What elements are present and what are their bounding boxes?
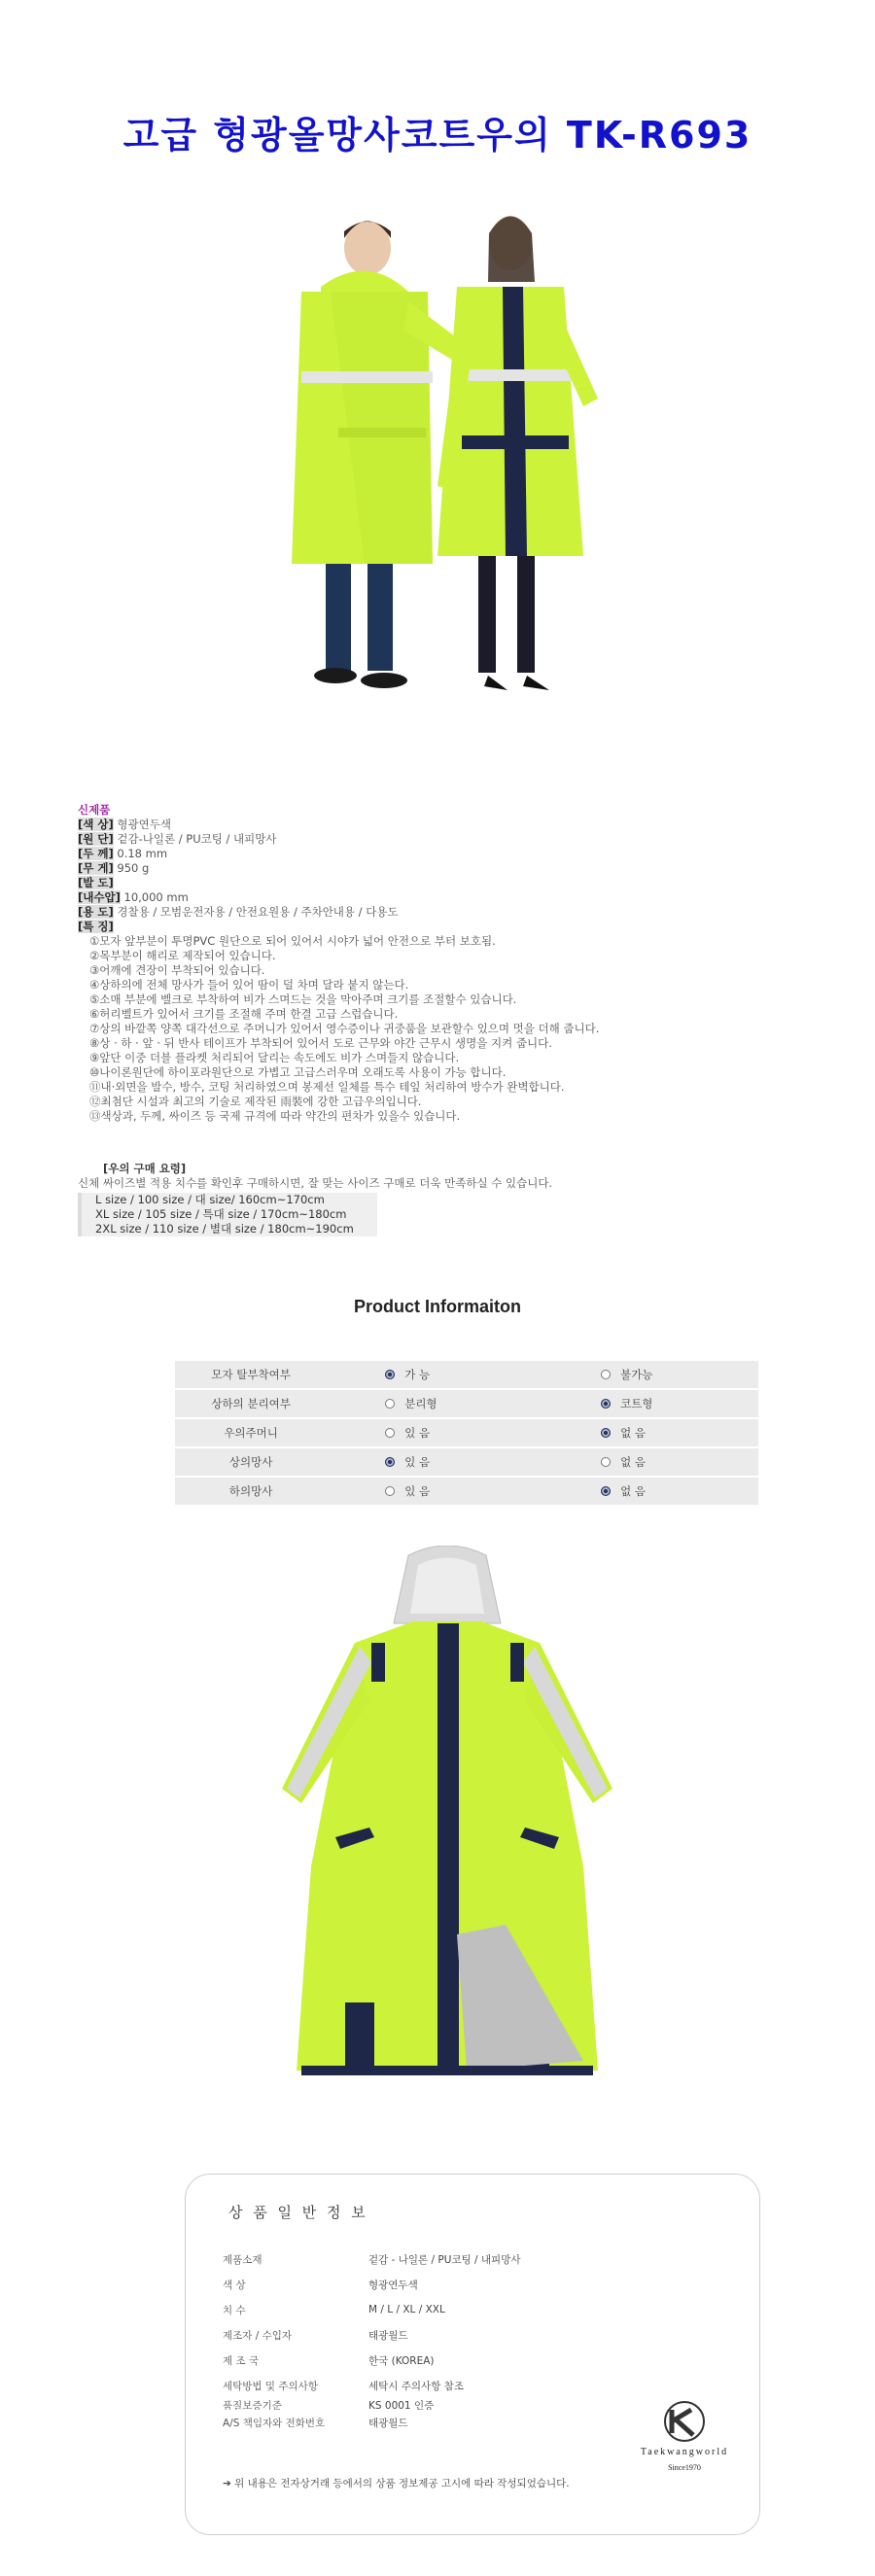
feature-item: ⑬색상과, 두께, 싸이즈 등 국제 규격에 따라 약간의 편차가 있을수 있습니다.	[89, 1109, 461, 1123]
radio-icon[interactable]	[385, 1457, 395, 1467]
svg-text:Taekwangworld: Taekwangworld	[640, 2447, 729, 2457]
feature-item: ②목부분이 해리로 제작되어 있습니다.	[89, 949, 276, 962]
info-row: 색 상 형광연두색	[223, 2279, 418, 2291]
size-line: 2XL size / 110 size / 별대 size / 180cm~190cm	[95, 1222, 354, 1236]
info-row: 품질보증기준 KS 0001 인증	[223, 2400, 435, 2410]
option-choice[interactable]	[542, 1418, 758, 1447]
radio-icon[interactable]	[385, 1486, 395, 1496]
option-choice[interactable]	[542, 1361, 758, 1389]
spec-row: [두 께] 0.18 mm	[78, 847, 168, 860]
radio-icon[interactable]	[601, 1486, 611, 1496]
option-choice[interactable]	[327, 1447, 542, 1477]
new-product-tag: 신제품	[78, 803, 111, 817]
spec-list	[78, 803, 622, 1124]
feature-item: ④상하의에 전체 망사가 들어 있어 땀이 덜 차며 달라 붙지 않는다.	[89, 978, 409, 992]
info-row: 제 조 국 한국 (KOREA)	[223, 2354, 435, 2367]
option-choice[interactable]	[327, 1477, 542, 1506]
product-options-table	[175, 1361, 758, 1507]
size-table	[78, 1193, 377, 1236]
radio-icon[interactable]	[601, 1370, 611, 1379]
feature-item: ⑥허리벨트가 있어서 크기를 조절해 주며 한결 고급 스럽습니다.	[89, 1007, 399, 1021]
spec-row: [내수압] 10,000 mm	[78, 890, 189, 904]
spec-row: [무 게] 950 g	[78, 861, 150, 875]
option-name: 하의망사	[175, 1477, 327, 1506]
option-label: 분리형	[404, 1397, 438, 1410]
option-label: 불가능	[620, 1368, 653, 1381]
size-guide	[78, 1162, 622, 1236]
option-choice[interactable]	[327, 1418, 542, 1447]
feature-item: ⑩나이론원단에 하이포라원단으로 가볍고 고급스러우며 오래도록 사용이 가능 합니다.	[89, 1065, 507, 1079]
size-line: XL size / 105 size / 특대 size / 170cm~180cm	[95, 1207, 347, 1221]
general-info-note: ➔ 위 내용은 전자상거래 등에서의 상품 정보제공 고시에 따라 작성되었습니다.	[223, 2478, 570, 2489]
spec-row: [특 징]	[78, 920, 114, 933]
option-name: 상하의 분리여부	[175, 1389, 327, 1418]
spec-row: [발 도]	[78, 876, 114, 889]
radio-icon[interactable]	[385, 1370, 395, 1379]
info-row: 제조자 / 수입자 태광월드	[223, 2329, 408, 2342]
size-line: L size / 100 size / 대 size/ 160cm~170cm	[95, 1193, 325, 1206]
feature-item: ⑫최첨단 시설과 최고의 기술로 제작된 雨裝에 강한 고급우의입니다.	[89, 1095, 422, 1108]
info-row: 치 수 M / L / XL / XXL	[223, 2304, 445, 2316]
spec-row: [색 상] 형광연두색	[78, 818, 171, 831]
feature-item: ⑤소매 부분에 벨크로 부착하여 비가 스며드는 것을 막아주며 크기를 조절할수 있습니다.	[89, 992, 517, 1006]
product-info-title: Product Informaiton	[354, 1297, 521, 1316]
model-photo	[262, 194, 612, 758]
taekwang-logo	[621, 2398, 748, 2476]
option-name: 상의망사	[175, 1447, 327, 1477]
option-row	[175, 1447, 758, 1477]
feature-item: ⑧상 · 하 · 앞 · 뒤 반사 테이프가 부착되어 있어서 도로 근무와 야간 근무시 생명을 지켜 줍니다.	[89, 1036, 552, 1050]
option-label: 없 음	[620, 1484, 646, 1498]
raincoat-photo	[262, 1546, 632, 2109]
option-label: 있 음	[404, 1426, 431, 1440]
feature-item: ①모자 앞부분이 투명PVC 원단으로 되어 있어서 시야가 넓어 안전으로 부터 보호됨.	[89, 934, 496, 948]
female-model	[438, 216, 598, 690]
option-name: 모자 탈부착여부	[175, 1361, 327, 1389]
radio-icon[interactable]	[385, 1428, 395, 1438]
option-choice[interactable]	[542, 1389, 758, 1418]
info-row: 제품소재 겉감 - 나일론 / PU코팅 / 내피망사	[223, 2253, 521, 2266]
option-row	[175, 1418, 758, 1447]
option-row	[175, 1361, 758, 1389]
option-label: 코트형	[620, 1397, 653, 1410]
option-row	[175, 1477, 758, 1506]
option-label: 가 능	[404, 1368, 431, 1381]
spec-row: [원 단] 겉감-나일론 / PU코팅 / 내피망사	[78, 832, 277, 846]
option-name: 우의주머니	[175, 1418, 327, 1447]
size-guide-heading: [우의 구매 요령]	[103, 1162, 187, 1175]
feature-item: ⑦상의 바깥쪽 양쪽 대각선으로 주머니가 있어서 영수증이나 귀중품을 보관할수 있으며 멋을 더해 줍니다.	[89, 1022, 600, 1035]
size-guide-note: 신체 싸이즈별 적용 치수를 확인후 구매하시면, 잘 맞는 사이즈 구매로 더욱 만족하실 수 있습니다.	[78, 1176, 553, 1190]
option-choice[interactable]	[542, 1477, 758, 1506]
general-info-card	[185, 2174, 760, 2535]
page-title: 고급 형광올망사코트우의 TK-R693	[122, 114, 752, 157]
info-row: 세탁방법 및 주의사항 세탁시 주의사항 참조	[223, 2380, 464, 2392]
radio-icon[interactable]	[601, 1399, 611, 1409]
radio-icon[interactable]	[601, 1457, 611, 1467]
general-info-title: 상 품 일 반 정 보	[228, 2204, 368, 2221]
feature-item: ③어깨에 견장이 부착되어 있습니다.	[89, 963, 265, 977]
info-row: A/S 책임자와 전화번호 태광월드	[223, 2417, 408, 2429]
general-info-rows	[223, 2246, 573, 2435]
radio-icon[interactable]	[601, 1428, 611, 1438]
option-choice[interactable]	[327, 1389, 542, 1418]
option-label: 있 음	[404, 1455, 431, 1469]
option-choice[interactable]	[327, 1361, 542, 1389]
option-choice[interactable]	[542, 1447, 758, 1477]
option-row	[175, 1389, 758, 1418]
option-label: 없 음	[620, 1426, 646, 1440]
radio-icon[interactable]	[385, 1399, 395, 1409]
spec-row: [용 도] 경찰용 / 모범운전자용 / 안전요원용 / 주차안내용 / 다용도	[78, 905, 399, 919]
option-label: 없 음	[620, 1455, 646, 1469]
option-label: 있 음	[404, 1484, 431, 1498]
feature-item: ⑨앞단 이중 더블 플라켓 처리되어 달리는 속도에도 비가 스며들지 않습니다.	[89, 1051, 460, 1064]
feature-item: ⑪내·외면을 발수, 방수, 코팅 처리하였으며 봉제선 일체를 특수 테잎 처리하여 방수가 완벽합니다.	[89, 1080, 565, 1094]
svg-text:Since1970: Since1970	[668, 2463, 701, 2472]
